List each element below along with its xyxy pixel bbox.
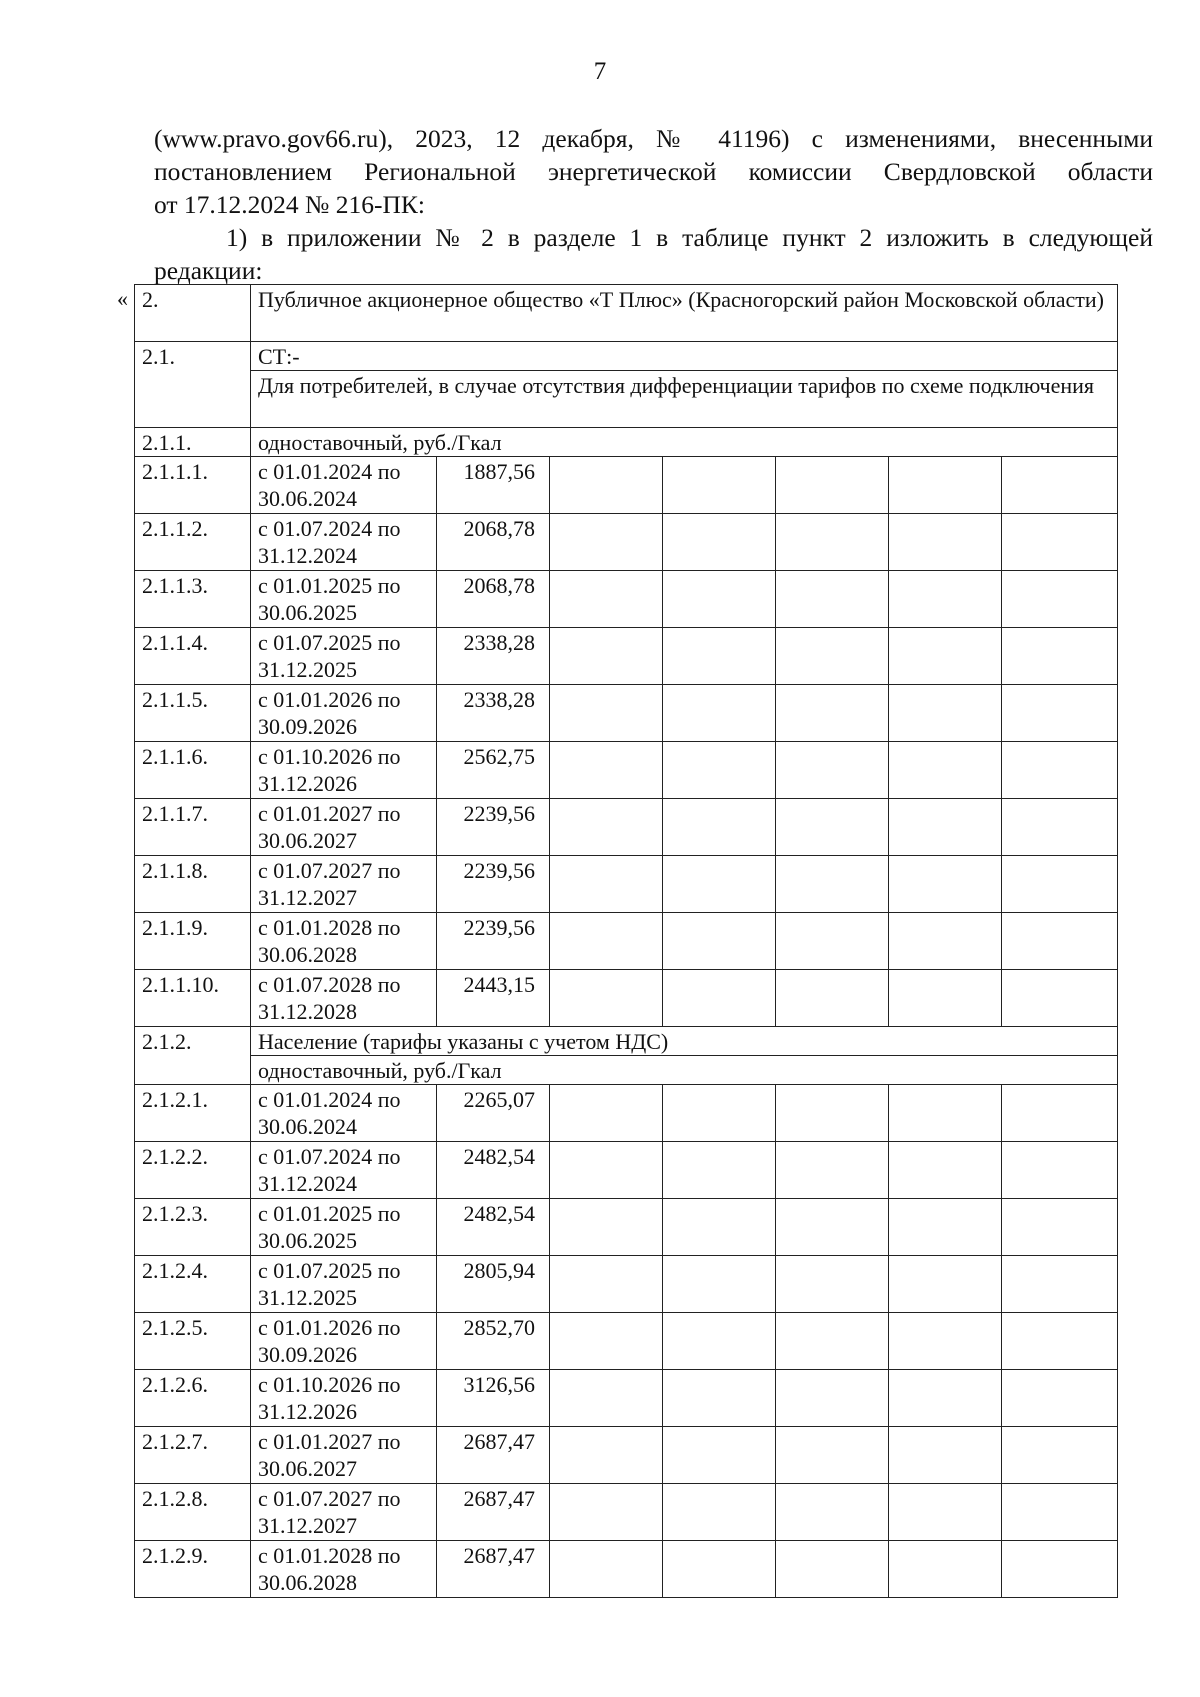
period-cell: с 01.07.2025 по 31.12.2025 <box>251 1256 437 1313</box>
empty-cell <box>889 457 1002 514</box>
table-row <box>135 1199 1118 1256</box>
empty-cell <box>776 913 889 970</box>
row-number-cell: 2.1.1.3. <box>135 571 251 628</box>
empty-cell <box>1002 856 1118 913</box>
intro-line: от 17.12.2024 № 216-ПК: <box>154 190 426 219</box>
table-row <box>135 571 1118 628</box>
empty-cell <box>550 1484 663 1541</box>
consumers-label-cell: Для потребителей, в случае отсутствия дифференциации тарифов по схеме подключения <box>251 371 1118 428</box>
empty-cell <box>663 1085 776 1142</box>
table-row-org <box>135 285 1118 342</box>
period-cell: с 01.07.2025 по 31.12.2025 <box>251 628 437 685</box>
table-row <box>135 913 1118 970</box>
empty-cell <box>550 1427 663 1484</box>
empty-cell <box>889 970 1002 1027</box>
empty-cell <box>1002 1199 1118 1256</box>
empty-cell <box>776 856 889 913</box>
row-number-cell: 2.1.1.7. <box>135 799 251 856</box>
empty-cell <box>776 1256 889 1313</box>
empty-cell <box>663 742 776 799</box>
empty-cell <box>663 571 776 628</box>
empty-cell <box>889 571 1002 628</box>
empty-cell <box>776 457 889 514</box>
tariff-value-cell: 2239,56 <box>437 913 550 970</box>
tariff-value-cell: 2068,78 <box>437 514 550 571</box>
empty-cell <box>550 799 663 856</box>
empty-cell <box>889 1541 1002 1598</box>
tariff-value-cell: 1887,56 <box>437 457 550 514</box>
tariff-value-cell: 2239,56 <box>437 799 550 856</box>
empty-cell <box>889 1085 1002 1142</box>
row-number-cell: 2.1.1.5. <box>135 685 251 742</box>
st-number-cell: 2.1. <box>135 342 251 428</box>
tariff-value-cell: 2338,28 <box>437 628 550 685</box>
period-cell: с 01.01.2028 по 30.06.2028 <box>251 913 437 970</box>
empty-cell <box>889 1427 1002 1484</box>
empty-cell <box>663 799 776 856</box>
table-row-section2-sub <box>135 1056 1118 1085</box>
empty-cell <box>776 970 889 1027</box>
table-row <box>135 742 1118 799</box>
tariff-value-cell: 2687,47 <box>437 1484 550 1541</box>
tariff-value-cell: 3126,56 <box>437 1370 550 1427</box>
empty-cell <box>550 1256 663 1313</box>
tariff-value-cell: 2265,07 <box>437 1085 550 1142</box>
table-row <box>135 799 1118 856</box>
empty-cell <box>663 514 776 571</box>
period-cell: с 01.01.2028 по 30.06.2028 <box>251 1541 437 1598</box>
empty-cell <box>663 1484 776 1541</box>
row-number-cell: 2.1.1.10. <box>135 970 251 1027</box>
empty-cell <box>1002 1427 1118 1484</box>
empty-cell <box>663 1313 776 1370</box>
st-label-cell: СТ:- <box>251 342 1118 371</box>
intro-line: постановлением Региональной энергетической комиссии Свердловской области <box>154 157 1153 186</box>
empty-cell <box>889 1313 1002 1370</box>
empty-cell <box>776 1142 889 1199</box>
empty-cell <box>550 1313 663 1370</box>
empty-cell <box>550 1142 663 1199</box>
empty-cell <box>889 685 1002 742</box>
table-row <box>135 628 1118 685</box>
empty-cell <box>1002 628 1118 685</box>
empty-cell <box>663 1142 776 1199</box>
period-cell: с 01.01.2027 по 30.06.2027 <box>251 799 437 856</box>
empty-cell <box>776 1370 889 1427</box>
period-cell: с 01.01.2024 по 30.06.2024 <box>251 457 437 514</box>
table-row-st <box>135 342 1118 371</box>
table-row <box>135 970 1118 1027</box>
empty-cell <box>889 1256 1002 1313</box>
empty-cell <box>1002 685 1118 742</box>
row-number-cell: 2.1.2.8. <box>135 1484 251 1541</box>
empty-cell <box>776 1484 889 1541</box>
empty-cell <box>1002 1142 1118 1199</box>
empty-cell <box>550 1199 663 1256</box>
empty-cell <box>889 799 1002 856</box>
row-number-cell: 2.1.2.1. <box>135 1085 251 1142</box>
empty-cell <box>889 1142 1002 1199</box>
table-row <box>135 457 1118 514</box>
empty-cell <box>1002 970 1118 1027</box>
empty-cell <box>776 1313 889 1370</box>
intro-paragraph <box>154 122 1153 287</box>
empty-cell <box>776 685 889 742</box>
tariff-table <box>134 284 1118 1598</box>
row-number-cell: 2.1.1.4. <box>135 628 251 685</box>
empty-cell <box>776 628 889 685</box>
table-row <box>135 1256 1118 1313</box>
empty-cell <box>776 1199 889 1256</box>
table-row <box>135 856 1118 913</box>
org-name-cell: Публичное акционерное общество «Т Плюс» (Красногорский район Московской области) <box>251 285 1118 342</box>
tariff-value-cell: 2443,15 <box>437 970 550 1027</box>
section1-number-cell: 2.1.1. <box>135 428 251 457</box>
empty-cell <box>889 742 1002 799</box>
empty-cell <box>663 856 776 913</box>
table-row <box>135 685 1118 742</box>
period-cell: с 01.01.2026 по 30.09.2026 <box>251 685 437 742</box>
row-number-cell: 2.1.1.2. <box>135 514 251 571</box>
empty-cell <box>776 514 889 571</box>
table-row <box>135 1370 1118 1427</box>
row-number-cell: 2.1.2.9. <box>135 1541 251 1598</box>
section1-label-cell: одноставочный, руб./Гкал <box>251 428 1118 457</box>
tariff-value-cell: 2482,54 <box>437 1142 550 1199</box>
table-row <box>135 1313 1118 1370</box>
table-row <box>135 1484 1118 1541</box>
tariff-value-cell: 2068,78 <box>437 571 550 628</box>
row-number-cell: 2.1.1.1. <box>135 457 251 514</box>
empty-cell <box>550 913 663 970</box>
row-number-cell: 2.1.2.6. <box>135 1370 251 1427</box>
empty-cell <box>889 1484 1002 1541</box>
empty-cell <box>663 1256 776 1313</box>
intro-line: редакции: <box>154 256 263 285</box>
empty-cell <box>663 1427 776 1484</box>
empty-cell <box>663 913 776 970</box>
empty-cell <box>550 514 663 571</box>
empty-cell <box>889 514 1002 571</box>
empty-cell <box>1002 913 1118 970</box>
empty-cell <box>1002 514 1118 571</box>
intro-line: 1) в приложении № 2 в разделе 1 в таблице пункт 2 изложить в следующей <box>226 223 1153 252</box>
empty-cell <box>550 970 663 1027</box>
tariff-value-cell: 2562,75 <box>437 742 550 799</box>
tariff-value-cell: 2805,94 <box>437 1256 550 1313</box>
period-cell: с 01.10.2026 по 31.12.2026 <box>251 1370 437 1427</box>
empty-cell <box>776 742 889 799</box>
table-row <box>135 514 1118 571</box>
period-cell: с 01.07.2024 по 31.12.2024 <box>251 1142 437 1199</box>
table-row <box>135 1142 1118 1199</box>
period-cell: с 01.01.2024 по 30.06.2024 <box>251 1085 437 1142</box>
section2-number-cell: 2.1.2. <box>135 1027 251 1085</box>
intro-line: (www.pravo.gov66.ru), 2023, 12 декабря, № 41196) с изменениями, внесенными <box>154 124 1153 153</box>
empty-cell <box>550 457 663 514</box>
tariff-value-cell: 2852,70 <box>437 1313 550 1370</box>
period-cell: с 01.07.2024 по 31.12.2024 <box>251 514 437 571</box>
tariff-value-cell: 2687,47 <box>437 1541 550 1598</box>
row-number-cell: 2.1.2.3. <box>135 1199 251 1256</box>
empty-cell <box>776 799 889 856</box>
empty-cell <box>776 1085 889 1142</box>
empty-cell <box>1002 1085 1118 1142</box>
empty-cell <box>550 571 663 628</box>
empty-cell <box>776 1541 889 1598</box>
opening-quote-mark: « <box>117 286 128 311</box>
empty-cell <box>1002 799 1118 856</box>
table-row <box>135 1427 1118 1484</box>
empty-cell <box>1002 457 1118 514</box>
tariff-value-cell: 2338,28 <box>437 685 550 742</box>
row-number-cell: 2.1.2.2. <box>135 1142 251 1199</box>
period-cell: с 01.07.2028 по 31.12.2028 <box>251 970 437 1027</box>
empty-cell <box>776 1427 889 1484</box>
empty-cell <box>1002 1484 1118 1541</box>
empty-cell <box>663 970 776 1027</box>
period-cell: с 01.01.2027 по 30.06.2027 <box>251 1427 437 1484</box>
empty-cell <box>889 1370 1002 1427</box>
empty-cell <box>663 685 776 742</box>
table-row <box>135 1541 1118 1598</box>
row-number-cell: 2.1.1.8. <box>135 856 251 913</box>
empty-cell <box>889 856 1002 913</box>
row-number-cell: 2.1.2.7. <box>135 1427 251 1484</box>
empty-cell <box>663 1199 776 1256</box>
empty-cell <box>1002 1541 1118 1598</box>
period-cell: с 01.10.2026 по 31.12.2026 <box>251 742 437 799</box>
section2-label-cell: Население (тарифы указаны с учетом НДС) <box>251 1027 1118 1056</box>
period-cell: с 01.01.2026 по 30.09.2026 <box>251 1313 437 1370</box>
period-cell: с 01.01.2025 по 30.06.2025 <box>251 571 437 628</box>
section2-sublabel-cell: одноставочный, руб./Гкал <box>251 1056 1118 1085</box>
tariff-value-cell: 2482,54 <box>437 1199 550 1256</box>
period-cell: с 01.07.2027 по 31.12.2027 <box>251 1484 437 1541</box>
empty-cell <box>1002 1313 1118 1370</box>
empty-cell <box>663 1370 776 1427</box>
empty-cell <box>776 571 889 628</box>
row-number-cell: 2.1.1.6. <box>135 742 251 799</box>
empty-cell <box>550 1541 663 1598</box>
empty-cell <box>550 856 663 913</box>
empty-cell <box>550 1085 663 1142</box>
empty-cell <box>550 1370 663 1427</box>
empty-cell <box>889 913 1002 970</box>
page-number: 7 <box>593 58 607 85</box>
empty-cell <box>663 457 776 514</box>
tariff-value-cell: 2239,56 <box>437 856 550 913</box>
empty-cell <box>889 628 1002 685</box>
empty-cell <box>889 1199 1002 1256</box>
empty-cell <box>1002 1256 1118 1313</box>
table-row-consumers <box>135 371 1118 428</box>
empty-cell <box>1002 742 1118 799</box>
period-cell: с 01.01.2025 по 30.06.2025 <box>251 1199 437 1256</box>
org-number-cell: 2. <box>135 285 251 342</box>
empty-cell <box>550 685 663 742</box>
table-row-section1 <box>135 428 1118 457</box>
table-row <box>135 1085 1118 1142</box>
row-number-cell: 2.1.2.4. <box>135 1256 251 1313</box>
empty-cell <box>550 628 663 685</box>
tariff-value-cell: 2687,47 <box>437 1427 550 1484</box>
empty-cell <box>1002 571 1118 628</box>
row-number-cell: 2.1.1.9. <box>135 913 251 970</box>
empty-cell <box>1002 1370 1118 1427</box>
row-number-cell: 2.1.2.5. <box>135 1313 251 1370</box>
table-row-section2 <box>135 1027 1118 1056</box>
period-cell: с 01.07.2027 по 31.12.2027 <box>251 856 437 913</box>
empty-cell <box>663 628 776 685</box>
empty-cell <box>550 742 663 799</box>
empty-cell <box>663 1541 776 1598</box>
